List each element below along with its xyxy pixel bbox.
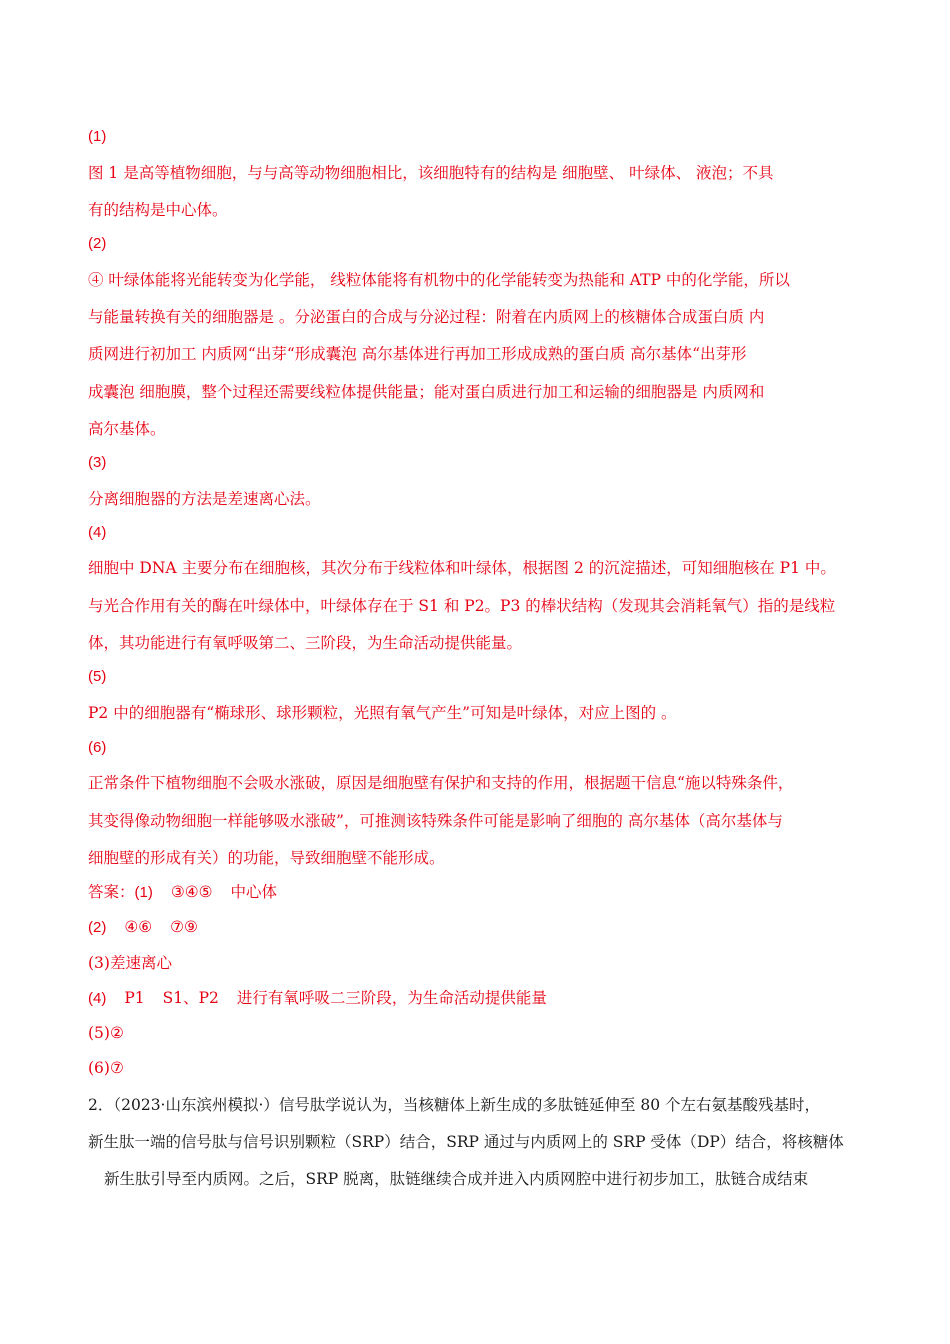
section-6-line-2: 其变得像动物细胞一样能够吸水涨破”，可推测该特殊条件可能是影响了细胞的 高尔基体（高尔基体与	[88, 812, 783, 830]
answer-2	[88, 916, 198, 939]
section-2-label: (2)	[88, 235, 107, 252]
answer-1-value-2: 中心体	[230, 883, 278, 901]
section-6-line-1: 正常条件下植物细胞不会吸水涨破，原因是细胞壁有保护和支持的作用，根据题干信息“施以特殊条件，	[88, 774, 794, 792]
question-2-line-2: 新生肽一端的信号肽与信号识别颗粒（SRP）结合，SRP 通过与内质网上的 SRP 受体（DP）结合，将核糖体	[88, 1133, 844, 1151]
answer-prefix: 答案：	[88, 883, 135, 901]
section-5-label: (5)	[88, 668, 107, 685]
answer-1	[88, 881, 277, 904]
section-2-line-2: 与能量转换有关的细胞器是 。分泌蛋白的合成与分泌过程：附着在内质网上的核糖体合成蛋白质 内	[88, 308, 765, 326]
section-1-line-1: 图 1 是高等植物细胞，与与高等动物细胞相比，该细胞特有的结构是 细胞壁、 叶绿体、 液泡；不具	[88, 164, 774, 182]
answer-3: (3)差速离心	[88, 954, 172, 972]
section-5-line-1: P2 中的细胞器有“椭球形、球形颗粒，光照有氧气产生”可知是叶绿体，对应上图的 。	[88, 704, 677, 722]
section-2-line-4: 成囊泡 细胞膜，整个过程还需要线粒体提供能量；能对蛋白质进行加工和运输的细胞器是 内质网和	[88, 383, 765, 401]
answer-4-value-1: P1	[124, 989, 145, 1007]
answer-1-number: (1)	[134, 884, 153, 901]
section-4-line-3: 体，其功能进行有氧呼吸第二、三阶段，为生命活动提供能量。	[88, 634, 523, 652]
section-3-label: (3)	[88, 454, 107, 471]
section-6-line-3: 细胞壁的形成有关）的功能，导致细胞壁不能形成。	[88, 849, 445, 867]
section-6-label: (6)	[88, 739, 107, 756]
answer-4-value-2: S1、P2	[162, 989, 219, 1007]
answer-4	[88, 987, 547, 1010]
section-4-line-2: 与光合作用有关的酶在叶绿体中，叶绿体存在于 S1 和 P2。P3 的棒状结构（发现其会消耗氧气）指的是线粒	[88, 597, 836, 615]
question-2-line-3: 新生肽引导至内质网。之后，SRP 脱离，肽链继续合成并进入内质网腔中进行初步加工，肽链合成结束	[104, 1170, 809, 1188]
section-1-line-2: 有的结构是中心体。	[88, 201, 228, 219]
answer-4-number: (4)	[88, 990, 107, 1007]
answer-2-value-1: ④⑥	[124, 918, 153, 936]
section-4-label: (4)	[88, 524, 107, 541]
section-2-line-5: 高尔基体。	[88, 420, 166, 438]
section-3-line-1: 分离细胞器的方法是差速离心法。	[88, 490, 321, 508]
answer-1-value-1: ③④⑤	[170, 883, 213, 901]
answer-4-value-3: 进行有氧呼吸二三阶段，为生命活动提供能量	[236, 989, 547, 1007]
section-4-line-1: 细胞中 DNA 主要分布在细胞核，其次分布于线粒体和叶绿体，根据图 2 的沉淀描述，可知细胞核在 P1 中。	[88, 559, 836, 577]
answer-2-number: (2)	[88, 919, 107, 936]
question-2-line-1: 2．（2023·山东滨州模拟·）信号肽学说认为，当核糖体上新生成的多肽链延伸至 80 个左右氨基酸残基时，	[88, 1096, 820, 1114]
answer-2-value-2: ⑦⑨	[170, 918, 198, 936]
answer-5: (5)②	[88, 1024, 124, 1042]
section-2-line-3: 质网进行初加工 内质网“出芽“形成囊泡 高尔基体进行再加工形成成熟的蛋白质 高尔基体“出芽形	[88, 345, 747, 363]
section-2-line-1: ④ 叶绿体能将光能转变为化学能， 线粒体能将有机物中的化学能转变为热能和 ATP 中的化学能，所以	[88, 271, 790, 289]
section-1-label: (1)	[88, 128, 107, 145]
answer-6: (6)⑦	[88, 1059, 124, 1077]
